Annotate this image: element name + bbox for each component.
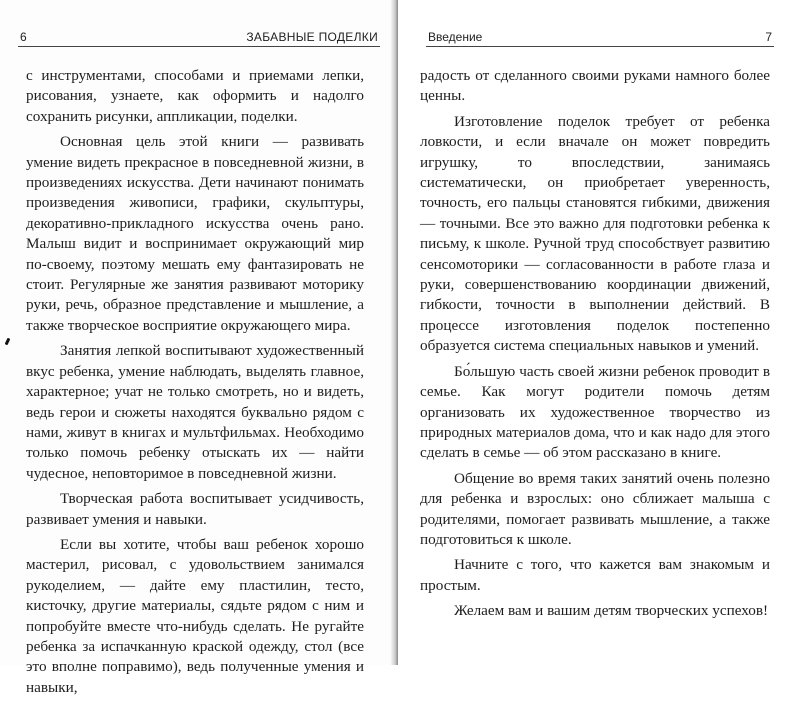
right-page <box>398 0 800 665</box>
right-running-title: Введение <box>428 30 483 44</box>
left-page-number: 6 <box>20 30 27 44</box>
paragraph: Основная цель этой книги — развивать умение видеть прекрасное в повседневной жизни, в произведениях искусства. Дети начинают понимать произведения живописи, графики, скульптуры, декоративно-прикладного искусства очень рано. Малыш видит и воспринимает окружающий мир по-своему, поэтому мешать ему фантазировать не стоит. Регулярные же занятия развивают моторику руки, речь, образное представление и мышление, а также творческое восприятие окружающего мира. <box>26 133 364 334</box>
paragraph: Занятия лепкой воспитывают художественный вкус ребенка, умение наблюдать, выделять главное, характерное; учат не только смотреть, но и видеть, ведь герои и сюжеты находятся буквально рядом с нами, живут в книгах и мультфильмах. Необходимо только помочь ребенку отыскать их — найти чудесное, неповторимое в повседневной жизни. <box>26 342 364 482</box>
paragraph: Если вы хотите, чтобы ваш ребенок хорошо мастерил, рисовал, с удовольствием занимался рукоделием, — дайте ему пластилин, тесто, кисточку, другие материалы, сядьте рядом с ним и попробуйте вместе что-нибудь сделать. Не ругайте ребенка за испачканную краской одежду, стол (все это вполне поправимо), ведь полученные умения и навыки, <box>26 535 364 696</box>
left-page <box>0 0 398 696</box>
paragraph: Желаем вам и вашим детям творческих успехов! <box>454 602 769 620</box>
paragraph: с инструментами, способами и приемами лепки, рисования, узнаете, как оформить и надолго сохранить рисунки, аппликации, поделки. <box>26 67 364 125</box>
paragraph: радость от сделанного своими руками намного более ценны. <box>420 67 770 105</box>
paragraph: Бо́льшую часть своей жизни ребенок проводит в семье. Как могут родители помочь детям организовать их художественное творчество из природных материалов дома, что и как надо для этого сделать в семье — об этом рассказано в книге. <box>420 362 770 462</box>
paragraph: Изготовление поделок требует от ребенка ловкости, и если вначале он может повредить игрушку, то впоследствии, занимаясь систематически, он приобретает уверенность, точность, его пальцы становятся гибкими, движения — точными. Все это важно для подготовки ребенка к письму, к школе. Ручной труд способствует развитию сенсомоторики — согласованности в работе глаза и руки, совершенствованию координации движений, гибкости, точности в выполнении действий. В процессе изготовления поделок постепенно образуется система специальных навыков и умений. <box>420 112 770 355</box>
left-page-body <box>26 66 364 703</box>
scan-speck <box>5 338 11 346</box>
paragraph: Общение во время таких занятий очень полезно для ребенка и взрослых: оно сближает малыша с родителями, помогает развивать мышление, а также подготовиться к школе. <box>420 469 770 548</box>
left-page-header <box>18 30 380 47</box>
paragraph: Творческая работа воспитывает усидчивость, развивает умения и навыки. <box>26 490 364 528</box>
right-page-body <box>420 66 770 627</box>
right-page-number: 7 <box>765 30 772 44</box>
right-page-header <box>426 30 774 47</box>
paragraph: Начните с того, что кажется вам знакомым и простым. <box>420 556 770 594</box>
left-running-title: ЗАБАВНЫЕ ПОДЕЛКИ <box>246 30 378 44</box>
